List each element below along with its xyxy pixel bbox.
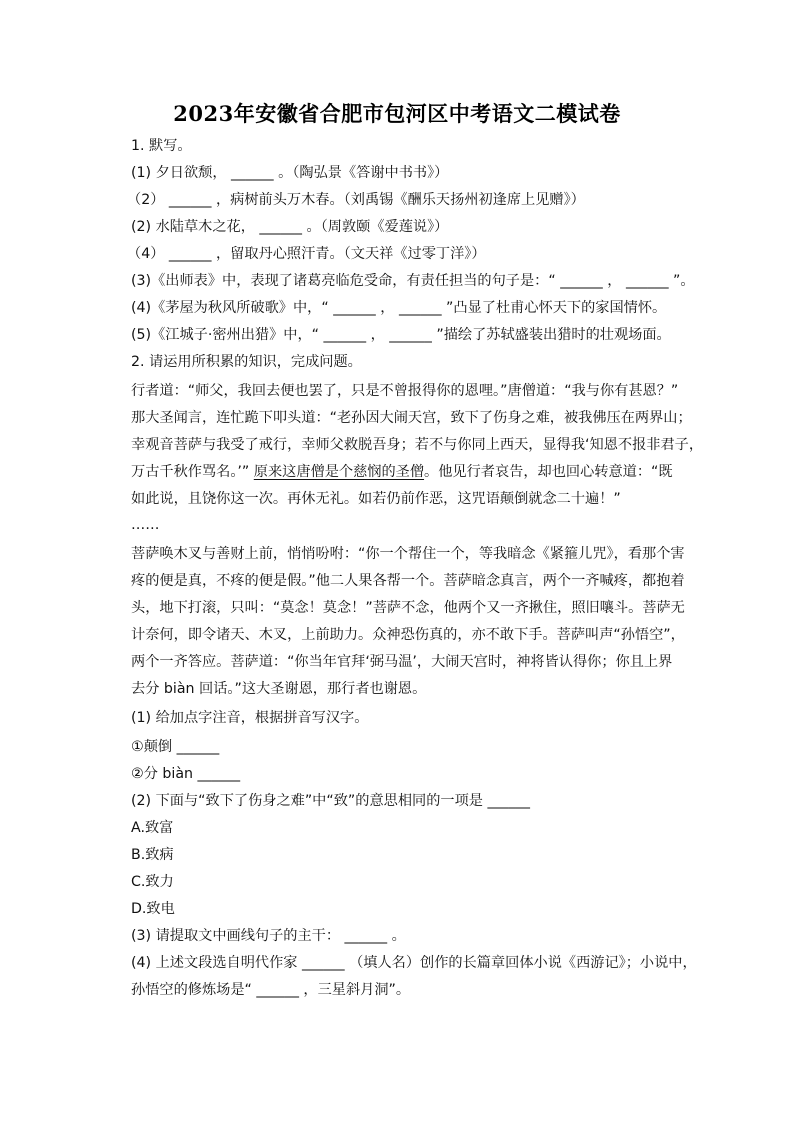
passage-line: 计奈何，即令诸天、木叉，上前助力。众神恐伤真的，亦不敢下手。菩萨叫声“孙悟空”， [131, 627, 685, 643]
sub-question-1-b: ②分 biàn ______ [131, 766, 241, 782]
passage-text: 。他见行者哀告，却也回心转意道：“既 [424, 464, 673, 480]
passage-line: 行者道：“师父，我回去便也罢了，只是不曾报得你的恩哩。”唐僧道：“我与你有甚恩？” [131, 383, 679, 399]
option-a: A.致富 [131, 820, 174, 836]
passage-line: 头，地下打滚，只叫：“莫念！莫念！”菩萨不念，他两个又一齐揪住，照旧嚷斗。菩萨无 [131, 600, 685, 616]
sub-question-3: (3) 请提取文中画线句子的主干： ______ 。 [131, 928, 406, 944]
sub-question-4-cont: 孙悟空的修炼场是“ ______ ，三星斜月洞”。 [131, 982, 411, 998]
passage-line: 两个一齐答应。菩萨道：“你当年官拜‘弼马温’，大闹天宫时，神将皆认得你；你且上界 [131, 654, 673, 670]
question-1-item: （4） ______ ，留取丹心照汗青。（文天祥《过零丁洋》） [127, 246, 486, 262]
question-1-item: (3)《出师表》中，表现了诸葛亮临危受命，有责任担当的句子是：“ ______ ， ______ ”。 [131, 273, 695, 289]
passage-text: 万古千秋作骂名。’” [131, 464, 254, 480]
passage-line: 那大圣闻言，连忙跪下叩头道：“老孙因大闹天宫，致下了伤身之难，被我佛压在两界山； [131, 410, 692, 426]
question-1-item: （2） ______ ，病树前头万木春。（刘禹锡《酬乐天扬州初逢席上见赠》） [127, 192, 585, 208]
ellipsis: …… [131, 517, 160, 533]
passage-line: 疼的便是真，不疼的便是假。”他二人果各帮一个。菩萨暗念真言，两个一齐喊疼，都抱着 [131, 573, 685, 589]
passage-line: 幸观音菩萨与我受了戒行，幸师父救脱吾身；若不与你同上西天，显得我‘知恩不报非君子， [131, 437, 704, 453]
question-1-heading: 1. 默写。 [131, 138, 192, 154]
sub-question-1-a: ①颠倒 ______ [131, 739, 220, 755]
passage-line [131, 462, 673, 482]
passage-line: 菩萨唤木叉与善财上前，悄悄吩咐：“你一个帮住一个，等我暗念《紧箍儿咒》，看那个害 [131, 546, 685, 562]
question-2-heading: 2. 请运用所积累的知识，完成问题。 [131, 354, 362, 370]
sub-question-1: (1) 给加点字注音，根据拼音写汉字。 [131, 710, 369, 726]
underlined-sentence: 原来这唐僧是个慈悯的圣僧 [253, 464, 425, 480]
sub-question-4: (4) 上述文段选自明代作家 ______ （填人名）创作的长篇章回体小说《西游记》；小说中， [131, 955, 697, 971]
question-1-item: (1) 夕日欲颓， ______ 。（陶弘景《答谢中书书》） [131, 165, 449, 181]
option-c: C.致力 [131, 874, 174, 890]
option-d: D.致电 [131, 901, 175, 917]
page-title: 2023年安徽省合肥市包河区中考语文二模试卷 [173, 101, 621, 126]
option-b: B.致病 [131, 847, 174, 863]
question-1-item: (2) 水陆草木之花， ______ 。（周敦颐《爱莲说》） [131, 219, 449, 235]
passage-line: 去分 biàn 回话。”这大圣谢恩，那行者也谢恩。 [131, 681, 427, 697]
passage-line: 如此说，且饶你这一次。再休无礼。如若仍前作恶，这咒语颠倒就念二十遍！” [131, 491, 621, 507]
sub-question-2: (2) 下面与“致下了伤身之难”中“致”的意思相同的一项是 ______ [131, 793, 531, 809]
question-1-item: (5)《江城子·密州出猎》中，“ ______ ， ______ ”描绘了苏轼盛装出猎时的壮观场面。 [131, 327, 671, 343]
question-1-item: (4)《茅屋为秋风所破歌》中，“ ______ ， ______ ”凸显了杜甫心怀天下的家国情怀。 [131, 300, 667, 316]
